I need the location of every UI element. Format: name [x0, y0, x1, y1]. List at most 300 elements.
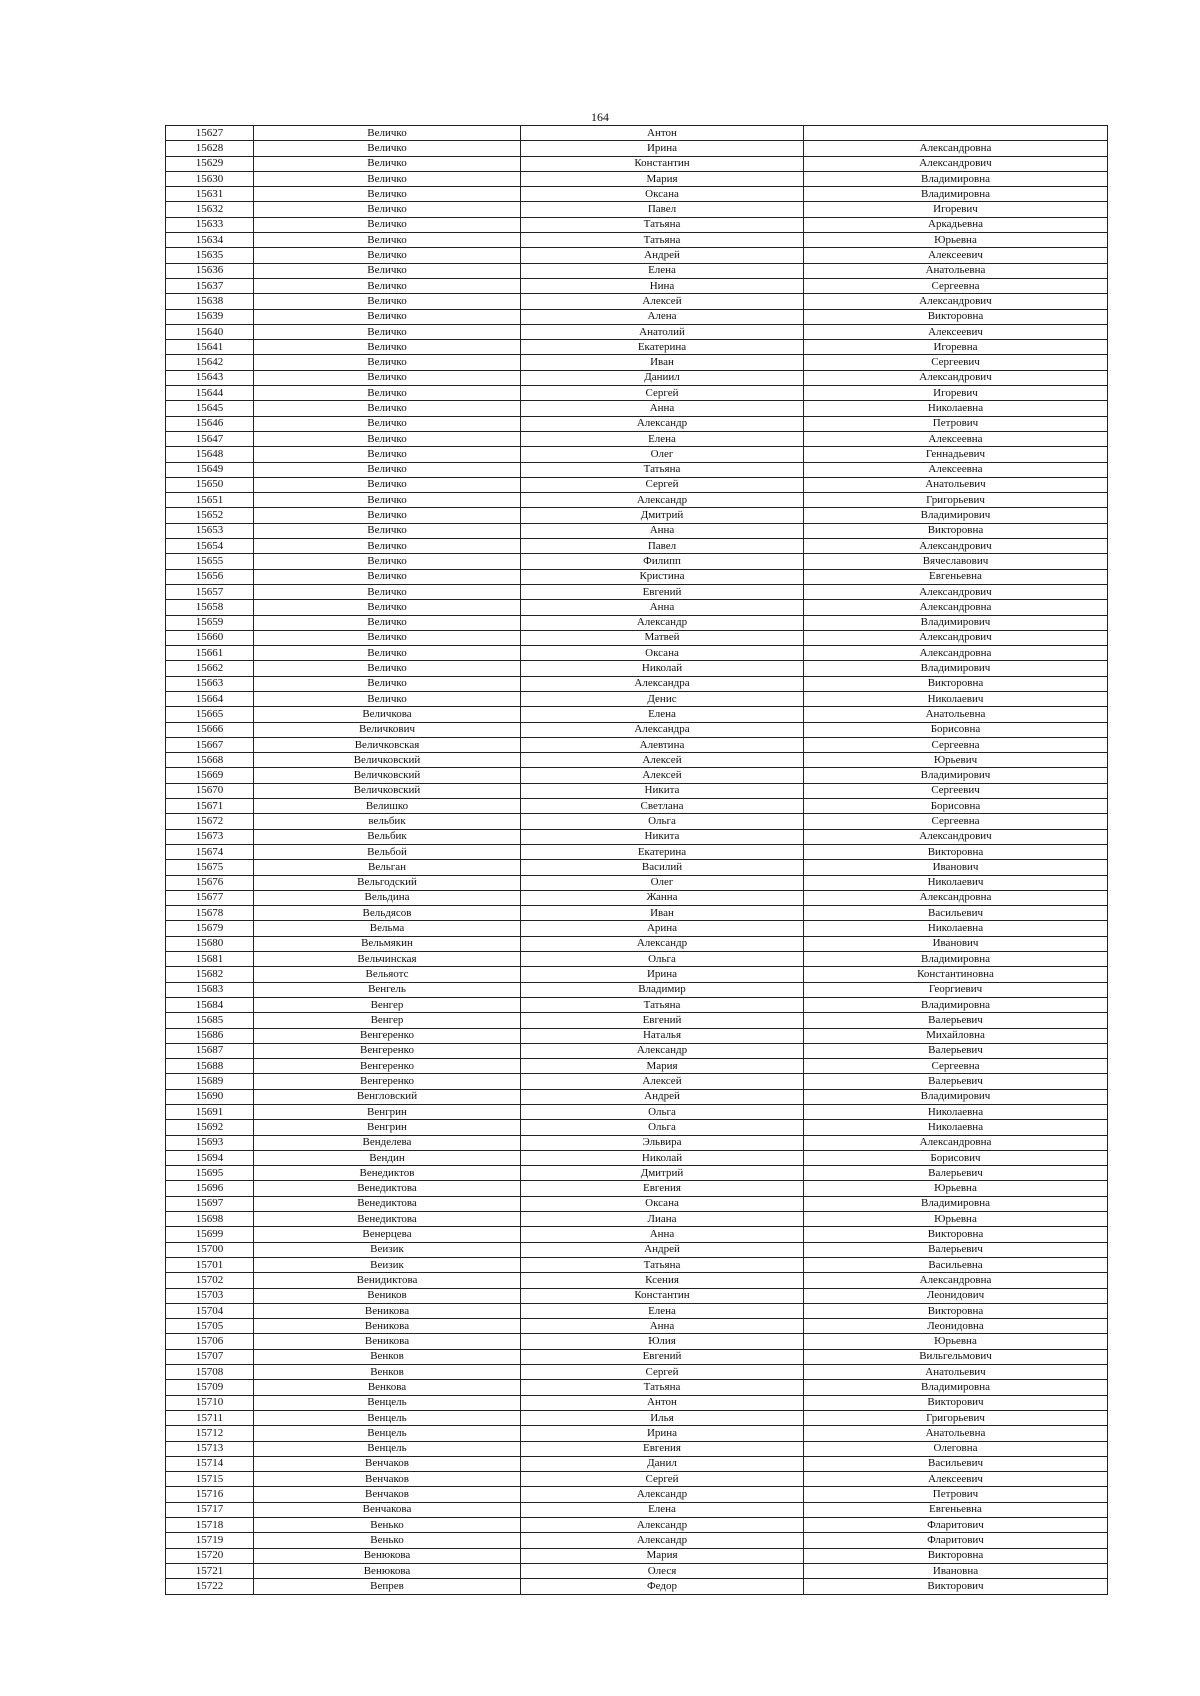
record-number-cell: 15690	[166, 1089, 254, 1104]
record-number-cell: 15700	[166, 1242, 254, 1257]
record-number-cell: 15677	[166, 890, 254, 905]
patronymic-cell: Александрович	[804, 584, 1108, 599]
table-row	[166, 1456, 1108, 1471]
last-name-cell: Веизик	[254, 1242, 521, 1257]
record-number-cell: 15705	[166, 1319, 254, 1334]
record-number-cell: 15719	[166, 1533, 254, 1548]
first-name-cell: Евгения	[521, 1181, 804, 1196]
last-name-cell: Венков	[254, 1349, 521, 1364]
patronymic-cell: Владимирович	[804, 768, 1108, 783]
last-name-cell: Венков	[254, 1365, 521, 1380]
last-name-cell: Веизик	[254, 1257, 521, 1272]
first-name-cell: Николай	[521, 661, 804, 676]
last-name-cell: Величко	[254, 615, 521, 630]
record-number-cell: 15675	[166, 860, 254, 875]
patronymic-cell: Александрович	[804, 539, 1108, 554]
table-row	[166, 355, 1108, 370]
patronymic-cell: Юрьевна	[804, 1181, 1108, 1196]
patronymic-cell: Владимировна	[804, 1380, 1108, 1395]
last-name-cell: Венгеренко	[254, 1043, 521, 1058]
first-name-cell: Татьяна	[521, 1380, 804, 1395]
last-name-cell: Величко	[254, 355, 521, 370]
table-row	[166, 630, 1108, 645]
record-number-cell: 15681	[166, 952, 254, 967]
patronymic-cell: Викторович	[804, 1579, 1108, 1594]
patronymic-cell: Владимирович	[804, 661, 1108, 676]
table-row	[166, 1227, 1108, 1242]
first-name-cell: Александр	[521, 1533, 804, 1548]
patronymic-cell: Владимировна	[804, 171, 1108, 186]
record-number-cell: 15666	[166, 722, 254, 737]
last-name-cell: Величко	[254, 370, 521, 385]
patronymic-cell: Васильевна	[804, 1257, 1108, 1272]
last-name-cell: Вельдина	[254, 890, 521, 905]
table-row	[166, 1487, 1108, 1502]
table-row	[166, 462, 1108, 477]
table-row	[166, 982, 1108, 997]
patronymic-cell: Сергеевна	[804, 1059, 1108, 1074]
first-name-cell: Анна	[521, 600, 804, 615]
record-number-cell: 15698	[166, 1212, 254, 1227]
record-number-cell: 15709	[166, 1380, 254, 1395]
first-name-cell: Татьяна	[521, 462, 804, 477]
table-row	[166, 1105, 1108, 1120]
patronymic-cell: Геннадьевич	[804, 447, 1108, 462]
table-row	[166, 814, 1108, 829]
record-number-cell: 15662	[166, 661, 254, 676]
first-name-cell: Юлия	[521, 1334, 804, 1349]
last-name-cell: Величко	[254, 263, 521, 278]
first-name-cell: Александр	[521, 1518, 804, 1533]
record-number-cell: 15657	[166, 584, 254, 599]
table-row	[166, 447, 1108, 462]
record-number-cell: 15679	[166, 921, 254, 936]
record-number-cell: 15694	[166, 1150, 254, 1165]
record-number-cell: 15672	[166, 814, 254, 829]
last-name-cell: Венцель	[254, 1395, 521, 1410]
first-name-cell: Андрей	[521, 1242, 804, 1257]
first-name-cell: Оксана	[521, 646, 804, 661]
record-number-cell: 15707	[166, 1349, 254, 1364]
last-name-cell: Величковский	[254, 753, 521, 768]
record-number-cell: 15628	[166, 141, 254, 156]
patronymic-cell: Владимирович	[804, 1089, 1108, 1104]
patronymic-cell: Игоревич	[804, 386, 1108, 401]
record-number-cell: 15685	[166, 1013, 254, 1028]
table-row	[166, 676, 1108, 691]
last-name-cell: Величко	[254, 447, 521, 462]
table-row	[166, 1441, 1108, 1456]
patronymic-cell: Александровна	[804, 1135, 1108, 1150]
patronymic-cell: Александрович	[804, 829, 1108, 844]
patronymic-cell: Борисович	[804, 1150, 1108, 1165]
table-row	[166, 1074, 1108, 1089]
table-row	[166, 554, 1108, 569]
first-name-cell: Жанна	[521, 890, 804, 905]
table-row	[166, 171, 1108, 186]
patronymic-cell: Викторовна	[804, 1303, 1108, 1318]
last-name-cell: Венцель	[254, 1441, 521, 1456]
patronymic-cell: Владимировна	[804, 1196, 1108, 1211]
last-name-cell: Вепрев	[254, 1579, 521, 1594]
record-number-cell: 15664	[166, 691, 254, 706]
table-row	[166, 569, 1108, 584]
record-number-cell: 15712	[166, 1426, 254, 1441]
table-row	[166, 1426, 1108, 1441]
patronymic-cell: Владимировна	[804, 952, 1108, 967]
table-row	[166, 1257, 1108, 1272]
record-number-cell: 15631	[166, 187, 254, 202]
record-number-cell: 15692	[166, 1120, 254, 1135]
table-row	[166, 1288, 1108, 1303]
first-name-cell: Филипп	[521, 554, 804, 569]
record-number-cell: 15643	[166, 370, 254, 385]
last-name-cell: Венерцева	[254, 1227, 521, 1242]
last-name-cell: Величко	[254, 630, 521, 645]
patronymic-cell: Александрович	[804, 294, 1108, 309]
record-number-cell: 15646	[166, 416, 254, 431]
table-row	[166, 1380, 1108, 1395]
patronymic-cell: Викторовна	[804, 844, 1108, 859]
last-name-cell: Величко	[254, 431, 521, 446]
record-number-cell: 15653	[166, 523, 254, 538]
patronymic-cell: Юрьевич	[804, 753, 1108, 768]
last-name-cell: Величко	[254, 202, 521, 217]
first-name-cell: Елена	[521, 1303, 804, 1318]
table-row	[166, 799, 1108, 814]
patronymic-cell: Юрьевна	[804, 1334, 1108, 1349]
first-name-cell: Сергей	[521, 1365, 804, 1380]
first-name-cell: Елена	[521, 1502, 804, 1517]
first-name-cell: Александр	[521, 493, 804, 508]
patronymic-cell: Викторовна	[804, 676, 1108, 691]
record-number-cell: 15663	[166, 676, 254, 691]
last-name-cell: Венюкова	[254, 1563, 521, 1578]
last-name-cell: Величко	[254, 156, 521, 171]
table-row	[166, 126, 1108, 141]
table-row	[166, 202, 1108, 217]
record-number-cell: 15695	[166, 1166, 254, 1181]
record-number-cell: 15674	[166, 844, 254, 859]
last-name-cell: Венгловский	[254, 1089, 521, 1104]
first-name-cell: Александра	[521, 722, 804, 737]
patronymic-cell: Валерьевич	[804, 1242, 1108, 1257]
last-name-cell: Величко	[254, 676, 521, 691]
last-name-cell: Величко	[254, 691, 521, 706]
patronymic-cell: Николаевна	[804, 1120, 1108, 1135]
table-row	[166, 829, 1108, 844]
last-name-cell: Веникова	[254, 1334, 521, 1349]
table-row	[166, 1472, 1108, 1487]
last-name-cell: Веникова	[254, 1303, 521, 1318]
first-name-cell: Мария	[521, 171, 804, 186]
patronymic-cell: Алексеевич	[804, 324, 1108, 339]
first-name-cell: Даниил	[521, 370, 804, 385]
patronymic-cell: Викторовна	[804, 1548, 1108, 1563]
first-name-cell: Александра	[521, 676, 804, 691]
patronymic-cell: Петрович	[804, 416, 1108, 431]
patronymic-cell: Георгиевич	[804, 982, 1108, 997]
patronymic-cell: Игоревич	[804, 202, 1108, 217]
record-number-cell: 15651	[166, 493, 254, 508]
record-number-cell: 15706	[166, 1334, 254, 1349]
first-name-cell: Никита	[521, 783, 804, 798]
first-name-cell: Татьяна	[521, 217, 804, 232]
last-name-cell: Венгрин	[254, 1105, 521, 1120]
first-name-cell: Анна	[521, 1319, 804, 1334]
patronymic-cell: Николаевич	[804, 875, 1108, 890]
last-name-cell: Вельма	[254, 921, 521, 936]
first-name-cell: Екатерина	[521, 340, 804, 355]
table-row	[166, 294, 1108, 309]
patronymic-cell: Евгеньевна	[804, 1502, 1108, 1517]
patronymic-cell: Алексеевич	[804, 248, 1108, 263]
record-number-cell: 15691	[166, 1105, 254, 1120]
first-name-cell: Оксана	[521, 187, 804, 202]
table-row	[166, 1548, 1108, 1563]
record-number-cell: 15627	[166, 126, 254, 141]
last-name-cell: Венько	[254, 1518, 521, 1533]
last-name-cell: Венгеренко	[254, 1028, 521, 1043]
first-name-cell: Олеся	[521, 1563, 804, 1578]
record-number-cell: 15680	[166, 936, 254, 951]
last-name-cell: Величко	[254, 309, 521, 324]
patronymic-cell: Анатольевна	[804, 263, 1108, 278]
table-row	[166, 967, 1108, 982]
table-row	[166, 1563, 1108, 1578]
record-number-cell: 15641	[166, 340, 254, 355]
table-row	[166, 921, 1108, 936]
table-row	[166, 217, 1108, 232]
patronymic-cell: Алексеевна	[804, 462, 1108, 477]
first-name-cell: Александр	[521, 1043, 804, 1058]
first-name-cell: Дмитрий	[521, 508, 804, 523]
first-name-cell: Александр	[521, 416, 804, 431]
patronymic-cell: Николаевна	[804, 1105, 1108, 1120]
record-number-cell: 15686	[166, 1028, 254, 1043]
record-number-cell: 15711	[166, 1410, 254, 1425]
patronymic-cell: Васильевич	[804, 906, 1108, 921]
table-row	[166, 952, 1108, 967]
first-name-cell: Алексей	[521, 753, 804, 768]
first-name-cell: Евгений	[521, 1349, 804, 1364]
first-name-cell: Андрей	[521, 1089, 804, 1104]
first-name-cell: Николай	[521, 1150, 804, 1165]
table-row	[166, 1349, 1108, 1364]
last-name-cell: Венчаков	[254, 1472, 521, 1487]
last-name-cell: Вельяотс	[254, 967, 521, 982]
last-name-cell: Величко	[254, 539, 521, 554]
record-number-cell: 15648	[166, 447, 254, 462]
record-number-cell: 15635	[166, 248, 254, 263]
record-number-cell: 15668	[166, 753, 254, 768]
patronymic-cell: Леонидовна	[804, 1319, 1108, 1334]
patronymic-cell: Леонидович	[804, 1288, 1108, 1303]
record-number-cell: 15637	[166, 278, 254, 293]
first-name-cell: Павел	[521, 539, 804, 554]
table-row	[166, 324, 1108, 339]
last-name-cell: Вельдясов	[254, 906, 521, 921]
first-name-cell: Александр	[521, 1487, 804, 1502]
last-name-cell: Венгеренко	[254, 1059, 521, 1074]
last-name-cell: Венчаков	[254, 1487, 521, 1502]
first-name-cell: Анатолий	[521, 324, 804, 339]
record-number-cell: 15639	[166, 309, 254, 324]
record-number-cell: 15704	[166, 1303, 254, 1318]
record-number-cell: 15669	[166, 768, 254, 783]
last-name-cell: Веников	[254, 1288, 521, 1303]
last-name-cell: Венько	[254, 1533, 521, 1548]
last-name-cell: Вельбой	[254, 844, 521, 859]
last-name-cell: Венцель	[254, 1426, 521, 1441]
first-name-cell: Сергей	[521, 1472, 804, 1487]
first-name-cell: Екатерина	[521, 844, 804, 859]
table-row	[166, 431, 1108, 446]
last-name-cell: Величковский	[254, 768, 521, 783]
patronymic-cell: Александрович	[804, 156, 1108, 171]
record-number-cell: 15721	[166, 1563, 254, 1578]
table-row	[166, 386, 1108, 401]
patronymic-cell: Ивановна	[804, 1563, 1108, 1578]
last-name-cell: Венгрин	[254, 1120, 521, 1135]
record-number-cell: 15710	[166, 1395, 254, 1410]
record-number-cell: 15630	[166, 171, 254, 186]
last-name-cell: Венгер	[254, 1013, 521, 1028]
table-row	[166, 1365, 1108, 1380]
table-row	[166, 523, 1108, 538]
last-name-cell: Веникова	[254, 1319, 521, 1334]
patronymic-cell: Алексеевич	[804, 1472, 1108, 1487]
last-name-cell: Венгеренко	[254, 1074, 521, 1089]
first-name-cell: Евгений	[521, 584, 804, 599]
first-name-cell: Ольга	[521, 1120, 804, 1135]
first-name-cell: Елена	[521, 431, 804, 446]
patronymic-cell: Сергеевна	[804, 278, 1108, 293]
patronymic-cell: Николаевна	[804, 401, 1108, 416]
last-name-cell: Величко	[254, 324, 521, 339]
record-number-cell: 15640	[166, 324, 254, 339]
last-name-cell: Величковский	[254, 783, 521, 798]
first-name-cell: Ирина	[521, 141, 804, 156]
record-number-cell: 15645	[166, 401, 254, 416]
record-number-cell: 15720	[166, 1548, 254, 1563]
last-name-cell: Величкова	[254, 707, 521, 722]
record-number-cell: 15697	[166, 1196, 254, 1211]
record-number-cell: 15632	[166, 202, 254, 217]
record-number-cell: 15659	[166, 615, 254, 630]
table-row	[166, 1533, 1108, 1548]
last-name-cell: Величко	[254, 294, 521, 309]
table-row	[166, 477, 1108, 492]
record-number-cell: 15683	[166, 982, 254, 997]
last-name-cell: Величко	[254, 233, 521, 248]
table-row	[166, 906, 1108, 921]
table-row	[166, 600, 1108, 615]
first-name-cell: Татьяна	[521, 997, 804, 1012]
first-name-cell: Павел	[521, 202, 804, 217]
first-name-cell: Илья	[521, 1410, 804, 1425]
patronymic-cell: Юрьевна	[804, 233, 1108, 248]
table-row	[166, 1319, 1108, 1334]
table-row	[166, 263, 1108, 278]
last-name-cell: Величко	[254, 523, 521, 538]
record-number-cell: 15713	[166, 1441, 254, 1456]
table-row	[166, 1410, 1108, 1425]
record-number-cell: 15661	[166, 646, 254, 661]
record-number-cell: 15689	[166, 1074, 254, 1089]
patronymic-cell: Александровна	[804, 890, 1108, 905]
table-row	[166, 187, 1108, 202]
record-number-cell: 15658	[166, 600, 254, 615]
table-row	[166, 1273, 1108, 1288]
first-name-cell: Алексей	[521, 768, 804, 783]
record-number-cell: 15654	[166, 539, 254, 554]
last-name-cell: Величко	[254, 416, 521, 431]
last-name-cell: Величко	[254, 646, 521, 661]
table-row	[166, 753, 1108, 768]
last-name-cell: Величко	[254, 126, 521, 141]
first-name-cell: Александр	[521, 936, 804, 951]
last-name-cell: Величко	[254, 600, 521, 615]
first-name-cell: Анна	[521, 401, 804, 416]
last-name-cell: Венедиктова	[254, 1196, 521, 1211]
record-number-cell: 15638	[166, 294, 254, 309]
record-number-cell: 15665	[166, 707, 254, 722]
first-name-cell: Матвей	[521, 630, 804, 645]
last-name-cell: Венчаков	[254, 1456, 521, 1471]
table-row	[166, 1242, 1108, 1257]
names-table-body	[166, 126, 1108, 1595]
last-name-cell: Величковская	[254, 737, 521, 752]
table-row	[166, 1013, 1108, 1028]
patronymic-cell: Иванович	[804, 936, 1108, 951]
first-name-cell: Ирина	[521, 967, 804, 982]
last-name-cell: Венедиктова	[254, 1181, 521, 1196]
first-name-cell: Александр	[521, 615, 804, 630]
table-row	[166, 340, 1108, 355]
patronymic-cell: Валерьевич	[804, 1166, 1108, 1181]
patronymic-cell: Владимировна	[804, 997, 1108, 1012]
first-name-cell: Оксана	[521, 1196, 804, 1211]
last-name-cell: Величко	[254, 554, 521, 569]
first-name-cell: Эльвира	[521, 1135, 804, 1150]
record-number-cell: 15629	[166, 156, 254, 171]
first-name-cell: Константин	[521, 1288, 804, 1303]
table-row	[166, 1196, 1108, 1211]
last-name-cell: Вельган	[254, 860, 521, 875]
patronymic-cell: Владимирович	[804, 508, 1108, 523]
patronymic-cell: Викторович	[804, 1395, 1108, 1410]
table-row	[166, 1043, 1108, 1058]
record-number-cell: 15701	[166, 1257, 254, 1272]
last-name-cell: Величко	[254, 187, 521, 202]
first-name-cell: Алексей	[521, 1074, 804, 1089]
first-name-cell: Иван	[521, 355, 804, 370]
record-number-cell: 15673	[166, 829, 254, 844]
patronymic-cell: Фларитович	[804, 1518, 1108, 1533]
table-row	[166, 768, 1108, 783]
table-row	[166, 248, 1108, 263]
last-name-cell: вельбик	[254, 814, 521, 829]
first-name-cell: Федор	[521, 1579, 804, 1594]
record-number-cell: 15715	[166, 1472, 254, 1487]
patronymic-cell: Викторовна	[804, 309, 1108, 324]
last-name-cell: Венидиктова	[254, 1273, 521, 1288]
patronymic-cell: Николаевич	[804, 691, 1108, 706]
last-name-cell: Венгель	[254, 982, 521, 997]
table-row	[166, 783, 1108, 798]
last-name-cell: Венедиктов	[254, 1166, 521, 1181]
